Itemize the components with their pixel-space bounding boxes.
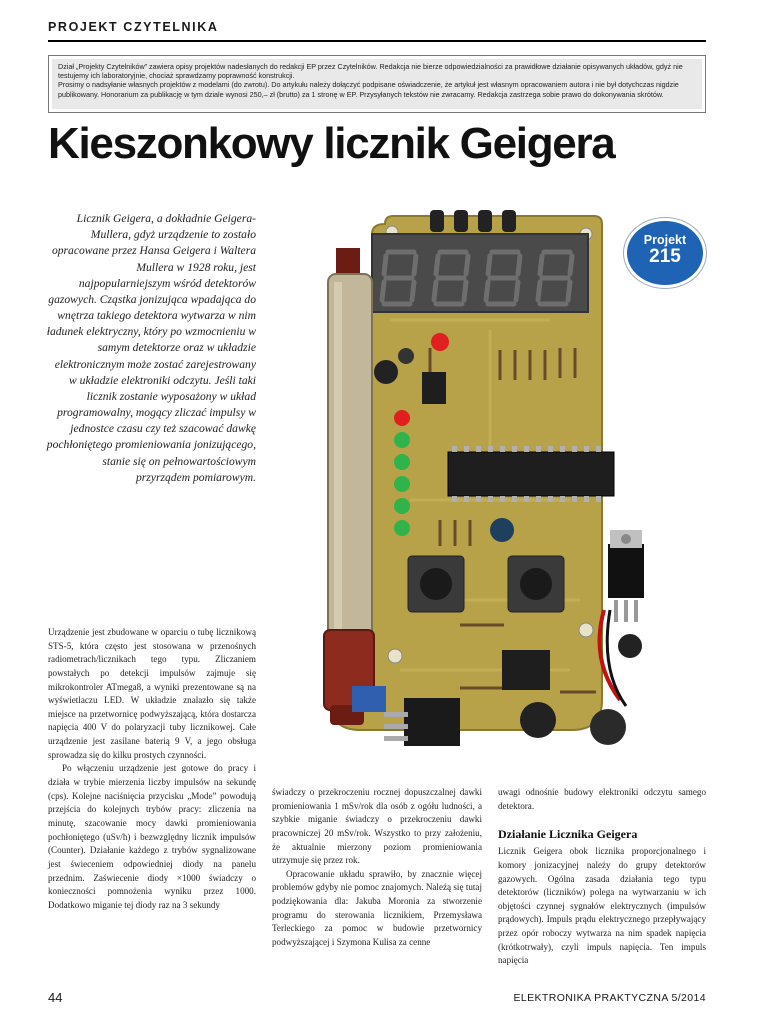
notice-text-1: Dział „Projekty Czytelników” zawiera opisy projektów nadesłanych do redakcji EP przez Czytelników. Redakcja nie bierze odpowiedzialności za prawidłowe działanie opisywanych układów, gdyż nie testujemy ich laboratoryjnie, chociaż sprawdzamy poprawność konstrukcji. — [58, 62, 683, 81]
text-column-2 — [272, 786, 482, 950]
article-title: Kieszonkowy licznik Geigera — [48, 119, 615, 168]
geiger-tube — [324, 248, 374, 725]
lead-paragraph: Licznik Geigera, a dokładnie Geigera-Mullera, gdyż urządzenie to zostało opracowane przez Hansa Geigera i Waltera Mullera w 1928 roku, jest najpopularniejszym wśród detektorów gazowych. Cząstka jonizująca wpadająca do wnętrza takiego detektora wytwarza w nim ładunek elektryczny, który po wzmocnieniu w samym detektorze oraz w układzie elektronicznym może zostać zarejestrowany w układzie elektroniki odczytu. Jeśli taki licznik zostanie wyposażony w układ programowalny, mogący zliczać impulsy w jednostce czasu czy też szacować dawkę pochłoniętego promieniowania jonizującego, stanie się on pełnowartościowym przyrządem pomiarowym. — [46, 212, 256, 484]
voltage-regulator — [608, 530, 644, 622]
paragraph: uwagi odnośnie budowy elektroniki odczytu samego detektora. — [498, 787, 706, 811]
text-column-1 — [48, 626, 256, 912]
text-column-3 — [498, 786, 706, 968]
top-rule — [48, 40, 706, 42]
editorial-notice — [48, 55, 706, 113]
badge-number: 215 — [649, 246, 681, 267]
project-badge — [624, 218, 706, 288]
section-label: PROJEKT CZYTELNIKA — [48, 20, 219, 34]
paragraph: Licznik Geigera obok licznika proporcjonalnego i komory jonizacyjnej należy do grupy detektorów gazowych. Ogólna zasada działania tego typu detektorów (liczników) polega na wytwarzaniu w ich objętości czynnej sygnałów elektrycznych (impulsów prądowych). Impuls prądu elektrycznego przepływający przez opór roboczy wytwarza na nim spadek napięcia (krótkotrwały), czyli impuls napięcia. Ten impuls napięcia — [498, 846, 706, 966]
led-display — [372, 234, 588, 312]
magazine-footer: ELEKTRONIKA PRAKTYCZNA 5/2014 — [513, 992, 706, 1004]
paragraph: Urządzenie jest zbudowane w oparciu o tubę licznikową STS-5, która często jest stosowana w przenośnych radiometrach/licznikach tego typu. Zliczaniem powstałych po detekcji impulsów zajmuje się mikrokontroler ATmega8, a wyniki prezentowane są na wyświetlaczu LED. W układzie znalazło się także miejsce na przetwornicę podwyższającą, która dostarcza napięcia 400 V do polaryzacji tuby licznikowej. Całe urządzenie jest zasilane baterią 9 V, a jego obsługa sprowadza się do kilku prostych czynności. — [48, 627, 256, 760]
paragraph: Opracowanie układu sprawiło, by znacznie więcej problemów gdyby nie pomoc znajomych. Należą się tutaj podziękowania dla: Jakuba Moronia za stworzenie programu do sterowania licznikiem, Przemysława Terleckiego za pomoc w budowie przetwornicy podwyższającej i Szymona Kulisa za cenne — [272, 868, 482, 948]
page-number: 44 — [48, 990, 63, 1005]
paragraph: Po włączeniu urządzenie jest gotowe do pracy i działa w trybie mierzenia liczby impulsów na sekundę (cps). Kolejne naciśnięcia przycisku „Mode” powodują przejścia do kolejnych trybów pracy: zliczenia na minutę, szacowanie mocy dawki promieniowania pochłoniętego (uSv/h) i bezwzględny licznik impulsów (Counter). Działanie każdego z trybów sygnalizowane jest świeceniem odpowiedniej diody na panelu przednim. Zaświecenie diody ×1000 świadczy o konieczności pomnożenia wyniku przez 1000. Dodatkowo miganie tej diody raz na 3 sekundy — [48, 763, 256, 910]
paragraph: świadczy o przekroczeniu rocznej dopuszczalnej dawki promieniowania 1 mSv/rok dla osób z ogółu ludności, a szybkie miganie świadczy o przekroczeniu dawki pracowniczej 20 mSv/rok. Wszystko to przy założeniu, że aktualnie mierzony poziom promieniowania utrzymuje się przez rok. — [272, 787, 482, 866]
section-heading: Działanie Licznika Geigera — [498, 827, 638, 842]
microcontroller-chip — [448, 446, 614, 502]
badge-label: Projekt — [643, 233, 687, 247]
notice-text-2: Prosimy o nadsyłanie własnych projektów z modelami (do zwrotu). Do artykułu należy dołączyć podpisane oświadczenie, że artykuł jest własnym opracowaniem autora i nie był dotychczas nigdzie publikowany. Honorarium za publikację w tym dziale wynosi 250,– zł (brutto) za 1 stronę w EP. Przysyłanych tekstów nie zwracamy. Redakcja zastrzega sobie prawo do dokonywania skrótów. — [58, 80, 679, 99]
